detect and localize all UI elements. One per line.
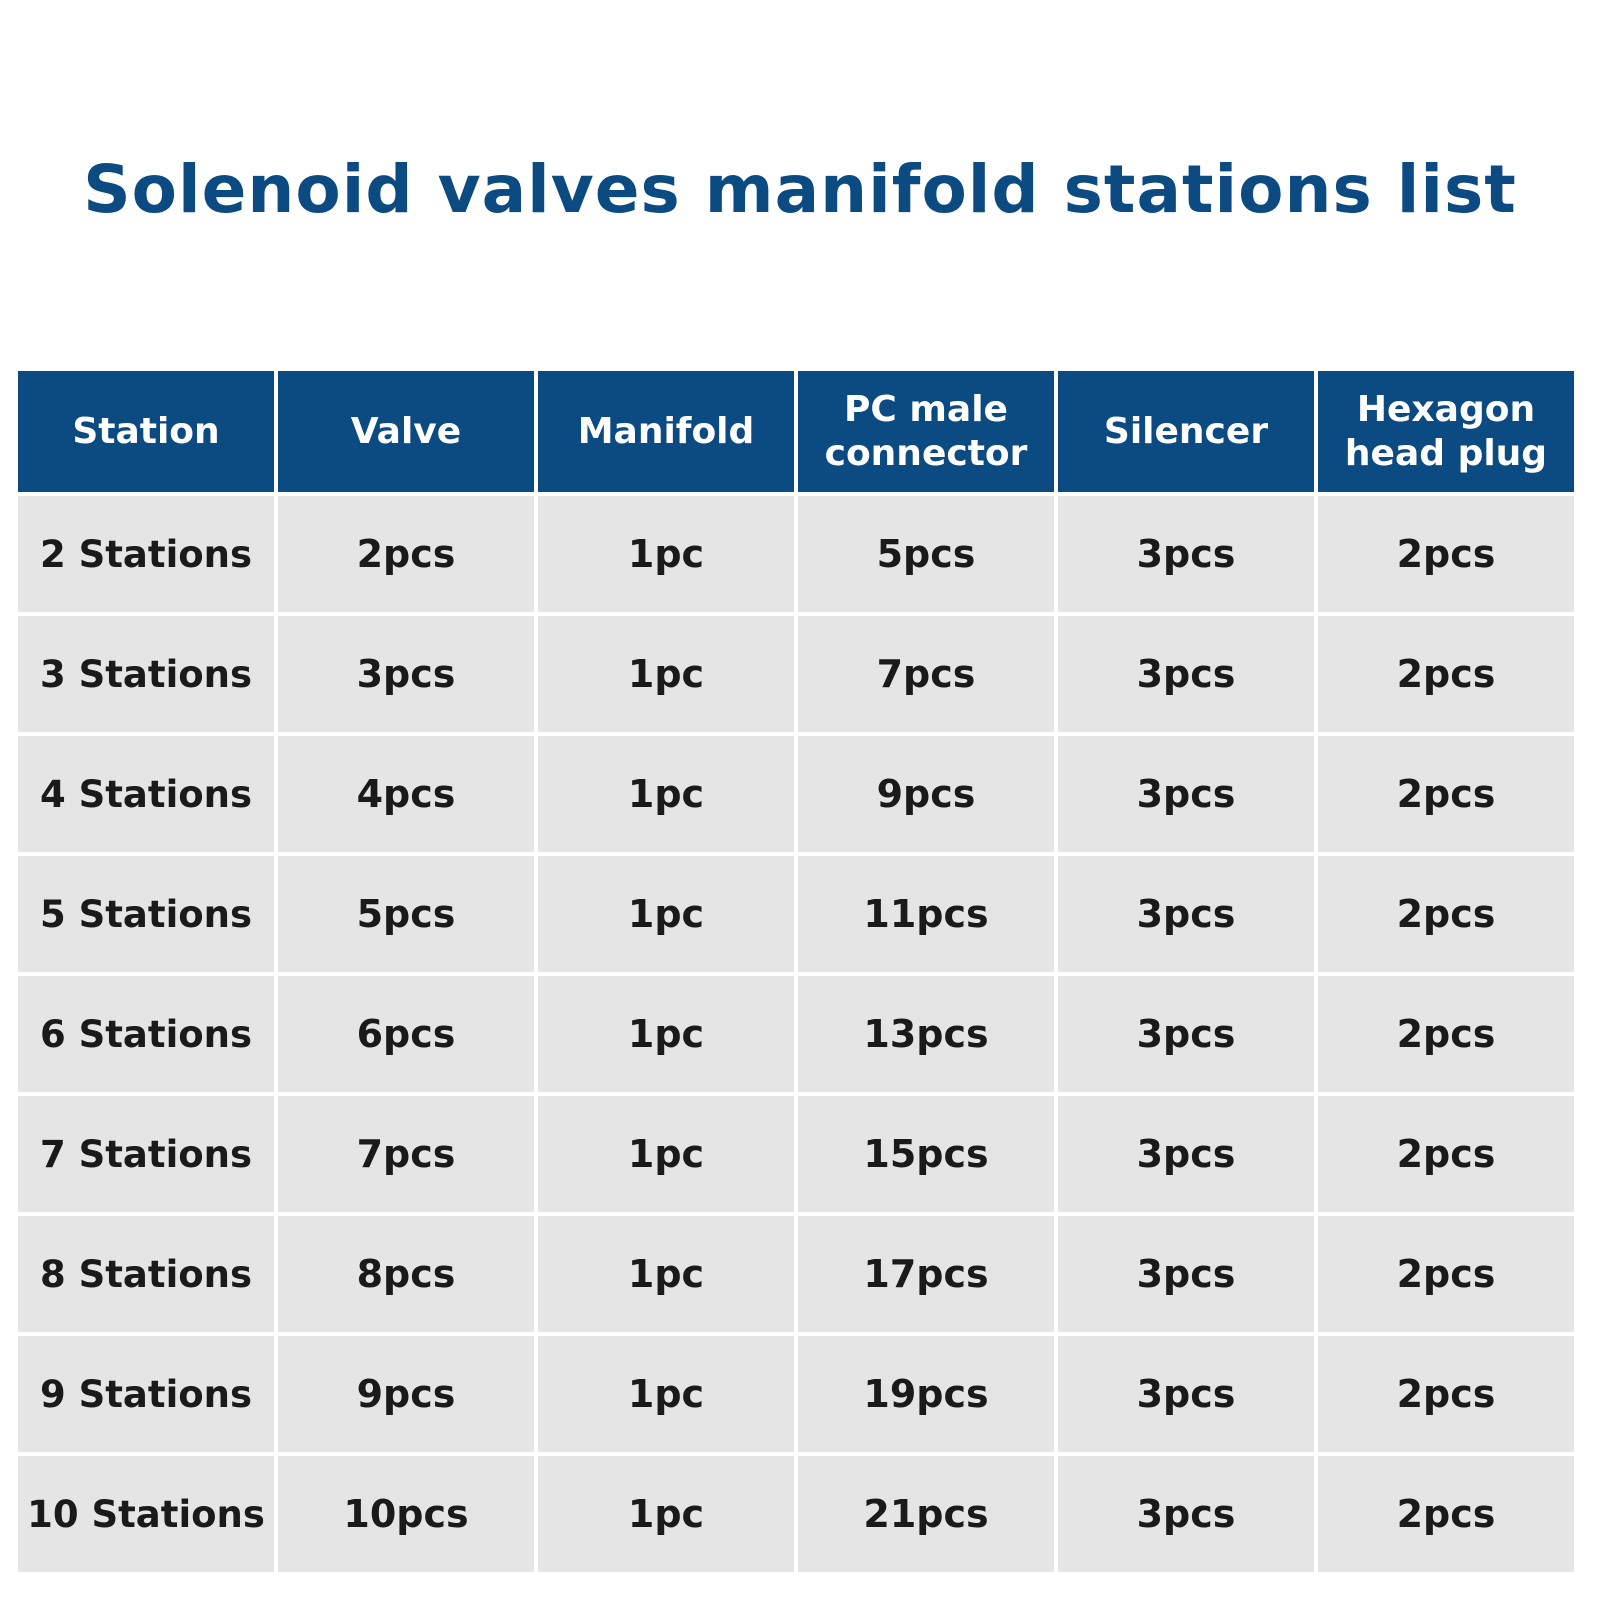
manifold-cell: 1pc [538,736,794,852]
silencer-cell: 3pcs [1058,856,1314,972]
silencer-cell: 3pcs [1058,1336,1314,1452]
pc-male-connector-cell: 9pcs [798,736,1054,852]
pc-male-connector-cell: 17pcs [798,1216,1054,1332]
valve-cell: 10pcs [278,1456,534,1572]
manifold-cell: 1pc [538,1336,794,1452]
table-row [18,1456,1574,1572]
station-cell: 7 Stations [18,1096,274,1212]
manifold-cell: 1pc [538,616,794,732]
table-header-row [18,371,1574,492]
pc-male-connector-cell: 5pcs [798,496,1054,612]
header-pc-male-connector: PC male connector [798,371,1054,492]
table-row [18,856,1574,972]
table-row [18,976,1574,1092]
station-cell: 2 Stations [18,496,274,612]
valve-cell: 8pcs [278,1216,534,1332]
station-cell: 9 Stations [18,1336,274,1452]
station-cell: 4 Stations [18,736,274,852]
hexagon-head-plug-cell: 2pcs [1318,1096,1574,1212]
silencer-cell: 3pcs [1058,1216,1314,1332]
silencer-cell: 3pcs [1058,1456,1314,1572]
valve-cell: 2pcs [278,496,534,612]
hexagon-head-plug-cell: 2pcs [1318,736,1574,852]
manifold-cell: 1pc [538,1456,794,1572]
manifold-cell: 1pc [538,976,794,1092]
silencer-cell: 3pcs [1058,736,1314,852]
silencer-cell: 3pcs [1058,976,1314,1092]
valve-cell: 6pcs [278,976,534,1092]
station-cell: 6 Stations [18,976,274,1092]
manifold-cell: 1pc [538,856,794,972]
header-hexagon-head-plug: Hexagon head plug [1318,371,1574,492]
header-manifold: Manifold [538,371,794,492]
table-row [18,496,1574,612]
table-row [18,736,1574,852]
pc-male-connector-cell: 7pcs [798,616,1054,732]
hexagon-head-plug-cell: 2pcs [1318,856,1574,972]
station-cell: 5 Stations [18,856,274,972]
pc-male-connector-cell: 13pcs [798,976,1054,1092]
manifold-cell: 1pc [538,496,794,612]
hexagon-head-plug-cell: 2pcs [1318,976,1574,1092]
silencer-cell: 3pcs [1058,496,1314,612]
valve-cell: 5pcs [278,856,534,972]
silencer-cell: 3pcs [1058,616,1314,732]
pc-male-connector-cell: 21pcs [798,1456,1054,1572]
station-cell: 10 Stations [18,1456,274,1572]
manifold-cell: 1pc [538,1216,794,1332]
station-cell: 3 Stations [18,616,274,732]
table-row [18,1096,1574,1212]
valve-cell: 3pcs [278,616,534,732]
hexagon-head-plug-cell: 2pcs [1318,496,1574,612]
page-title: Solenoid valves manifold stations list [83,151,1517,228]
silencer-cell: 3pcs [1058,1096,1314,1212]
pc-male-connector-cell: 11pcs [798,856,1054,972]
valve-cell: 7pcs [278,1096,534,1212]
pc-male-connector-cell: 19pcs [798,1336,1054,1452]
valve-cell: 4pcs [278,736,534,852]
hexagon-head-plug-cell: 2pcs [1318,1216,1574,1332]
hexagon-head-plug-cell: 2pcs [1318,1456,1574,1572]
table-row [18,1216,1574,1332]
hexagon-head-plug-cell: 2pcs [1318,1336,1574,1452]
table-row [18,1336,1574,1452]
station-cell: 8 Stations [18,1216,274,1332]
header-station: Station [18,371,274,492]
header-silencer: Silencer [1058,371,1314,492]
table-row [18,616,1574,732]
stations-table [14,367,1578,1576]
header-valve: Valve [278,371,534,492]
valve-cell: 9pcs [278,1336,534,1452]
manifold-cell: 1pc [538,1096,794,1212]
hexagon-head-plug-cell: 2pcs [1318,616,1574,732]
pc-male-connector-cell: 15pcs [798,1096,1054,1212]
